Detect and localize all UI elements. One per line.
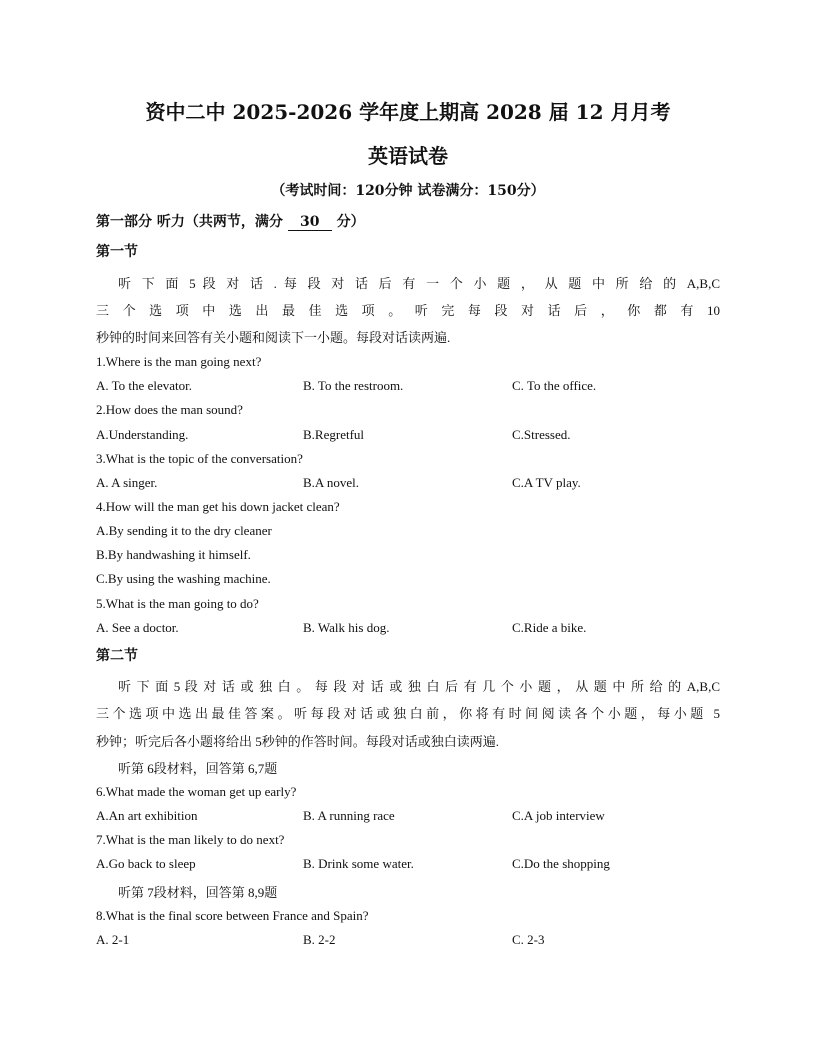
section2-instruction-line: 三个选项中选出最佳答案。听每段对话或独白前，你将有时间阅读各个小题，每小题 5 xyxy=(96,706,720,721)
option-a: A. 2-1 xyxy=(96,932,130,947)
section1-instruction-line: 听 下 面 5 段 对 话 . 每 段 对 话 后 有 一 个 小 题 ， 从 题 中 所 给 的 A,B,C xyxy=(118,276,720,291)
question-stem: 3.What is the topic of the conversation? xyxy=(96,451,303,466)
option-c: C. To the office. xyxy=(512,378,597,393)
option-b: B. Drink some water. xyxy=(303,856,414,871)
exam-subject: 英语试卷 xyxy=(368,144,448,168)
option-c: C.By using the washing machine. xyxy=(96,571,271,586)
option-a: A. See a doctor. xyxy=(96,620,179,635)
question-stem: 2.How does the man sound? xyxy=(96,402,243,417)
option-b: B. Walk his dog. xyxy=(303,620,390,635)
question-stem: 1.Where is the man going next? xyxy=(96,354,262,369)
option-a: A.An art exhibition xyxy=(96,808,198,823)
part1-heading xyxy=(96,211,365,231)
exam-info: （考试时间：120分钟 试卷满分：150分） xyxy=(271,183,545,199)
option-a: A. To the elevator. xyxy=(96,378,192,393)
part1-heading-post: 分） xyxy=(336,214,365,230)
question-stem: 5.What is the man going to do? xyxy=(96,596,259,611)
option-c: C.A TV play. xyxy=(512,475,581,490)
option-b: B.By handwashing it himself. xyxy=(96,547,251,562)
option-c: C.Do the shopping xyxy=(512,856,610,871)
option-c: C.Ride a bike. xyxy=(512,620,587,635)
option-b: B.Regretful xyxy=(303,427,365,442)
section1-heading: 第一节 xyxy=(96,244,138,260)
option-c: C.Stressed. xyxy=(512,427,571,442)
option-c: C.A job interview xyxy=(512,808,605,823)
section1-instruction-line: 秒钟的时间来回答有关小题和阅读下一小题。每段对话读两遍. xyxy=(96,330,451,345)
question-stem: 6.What made the woman get up early? xyxy=(96,784,297,799)
question-stem: 7.What is the man likely to do next? xyxy=(96,832,285,847)
option-a: A.By sending it to the dry cleaner xyxy=(96,523,272,538)
part1-score: 30 xyxy=(288,214,332,231)
section2-instruction-line: 秒钟；听完后各小题将给出 5秒钟的作答时间。每段对话或独白读两遍. xyxy=(96,734,500,749)
section2-instruction-line: 听 下 面 5 段 对 话 或 独 白 。 每 段 对 话 或 独 白 后 有 几 个 小 题 ， 从 题 中 所 给 的 A,B,C xyxy=(118,679,720,694)
question-stem: 8.What is the final score between France and Spain? xyxy=(96,908,369,923)
material-note: 听第 6段材料，回答第 6,7题 xyxy=(118,761,278,776)
option-b: B. A running race xyxy=(303,808,395,823)
option-b: B. 2-2 xyxy=(303,932,336,947)
material-note: 听第 7段材料，回答第 8,9题 xyxy=(118,885,278,900)
option-b: B.A novel. xyxy=(303,475,359,490)
option-c: C. 2-3 xyxy=(512,932,545,947)
option-a: A.Understanding. xyxy=(96,427,189,442)
part1-heading-pre: 第一部分 听力（共两节，满分 xyxy=(96,214,283,230)
exam-title: 资中二中 2025-2026 学年度上期高 2028 届 12 月月考 xyxy=(145,100,671,124)
section1-instruction-line: 三 个 选 项 中 选 出 最 佳 选 项 。 听 完 每 段 对 话 后 ， 你 都 有 10 xyxy=(96,303,720,318)
option-a: A.Go back to sleep xyxy=(96,856,196,871)
option-a: A. A singer. xyxy=(96,475,158,490)
option-b: B. To the restroom. xyxy=(303,378,404,393)
section2-heading: 第二节 xyxy=(96,648,138,664)
question-stem: 4.How will the man get his down jacket clean? xyxy=(96,499,340,514)
